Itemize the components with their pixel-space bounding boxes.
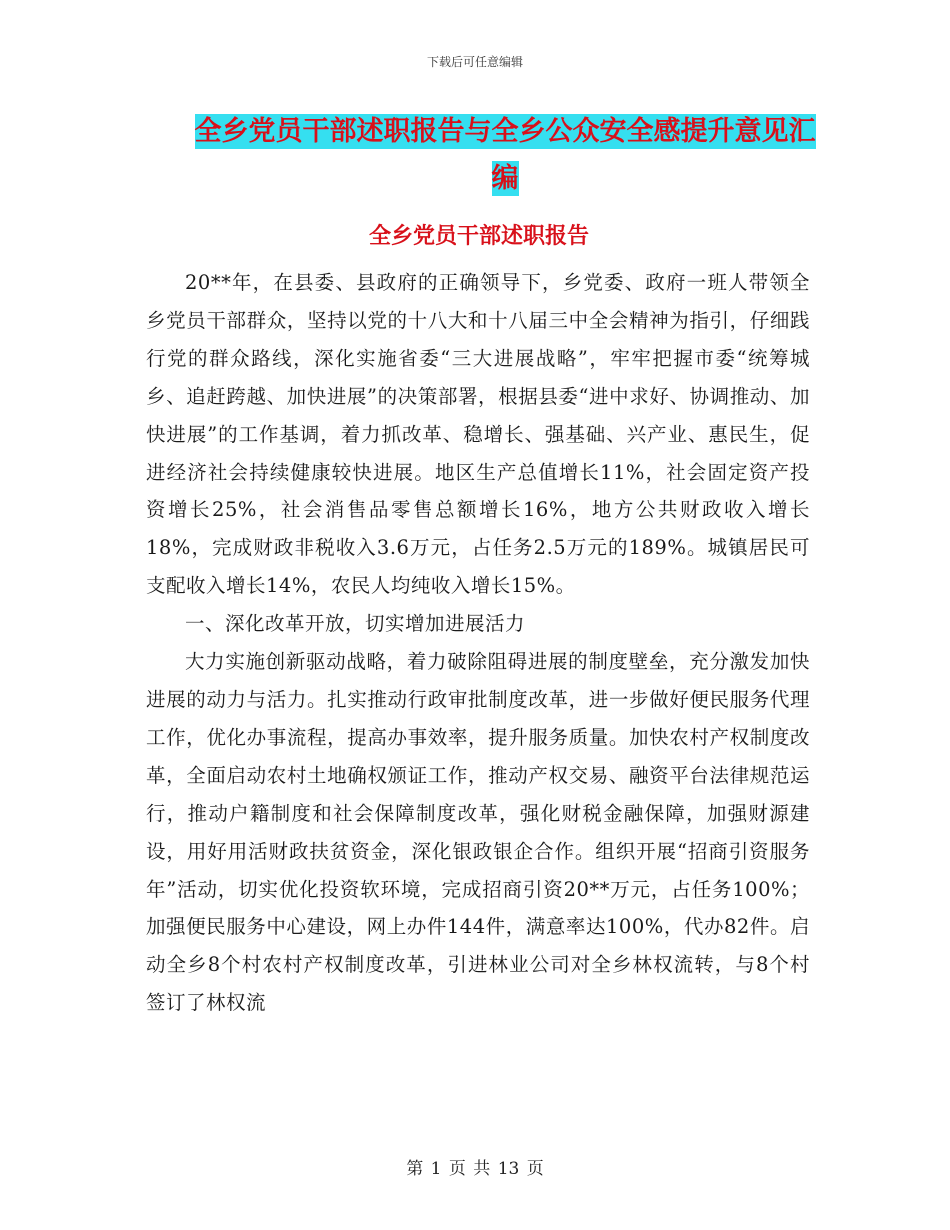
document-title-line1: 全乡党员干部述职报告与全乡公众安全感提升意见汇 bbox=[194, 116, 816, 147]
paragraph-reform: 大力实施创新驱动战略，着力破除阻碍进展的制度壁垒，充分激发加快进展的动力与活力。扎实推动行政审批制度改革，进一步做好便民服务代理工作，优化办事流程，提高办事效率，提升服务质量。加快农村产权制度改革，全面启动农村土地确权颁证工作，推动产权交易、融资平台法律规范运行，推动户籍制度和社会保障制度改革，强化财税金融保障，加强财源建设，用好用活财政扶贫资金，深化银政银企合作。组织开展“招商引资服务年”活动，切实优化投资软环境，完成招商引资20**万元，占任务100%；加强便民服务中心建设，网上办件144件，满意率达100%，代办82件。启动全乡8个村农村产权制度改革，引进林业公司对全乡林权流转，与8个村签订了林权流 bbox=[146, 650, 810, 1015]
header-note: 下载后可任意编辑 bbox=[426, 55, 523, 69]
paragraph-intro: 20**年，在县委、县政府的正确领导下，乡党委、政府一班人带领全乡党员干部群众，坚持以党的十八大和十八届三中全会精神为指引，仔细践行党的群众路线，深化实施省委“三大进展战略”，牢牢把握市委“统筹城乡、追赶跨越、加快进展”的决策部署，根据县委“进中求好、协调推动、加快进展”的工作基调，着力抓改革、稳增长、强基础、兴产业、惠民生，促进经济社会持续健康较快进展。地区生产总值增长11%，社会固定资产投资增长25%，社会消售品零售总额增长16%，地方公共财政收入增长18%，完成财政非税收入3.6万元，占任务2.5万元的189%。城镇居民可支配收入增长14%，农民人均纯收入增长15%。 bbox=[146, 271, 810, 598]
page-number: 第 1 页 共 13 页 bbox=[406, 1159, 544, 1179]
body-text bbox=[146, 264, 810, 1022]
subheading-reform: 一、深化改革开放，切实增加进展活力 bbox=[185, 612, 526, 636]
section-title: 全乡党员干部述职报告 bbox=[368, 224, 589, 249]
document-title-line2: 编 bbox=[491, 163, 519, 194]
document-title bbox=[190, 108, 820, 202]
